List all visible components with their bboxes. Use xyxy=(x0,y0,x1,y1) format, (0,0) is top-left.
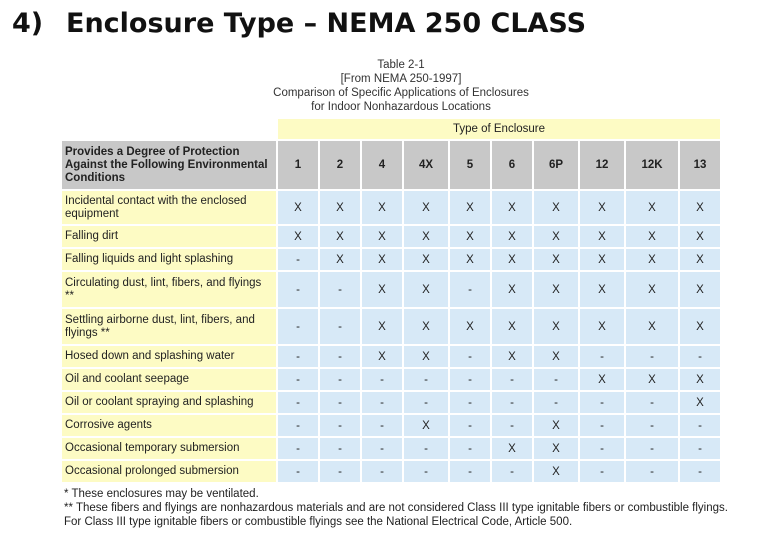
value-cell: X xyxy=(404,346,448,367)
footnote-fibers: ** These fibers and flyings are nonhazardous materials and are not considered Class III type ignitable fibers or combustible flyings. For Class III type ignitable fibers or combustible flyings see the National Electrical Code, Article 500. xyxy=(64,502,728,528)
value-cell: - xyxy=(492,369,532,390)
type-header: 4X xyxy=(404,141,448,189)
value-cell: - xyxy=(278,438,318,459)
value-cell: X xyxy=(626,309,678,344)
value-cell: X xyxy=(534,346,578,367)
value-cell: X xyxy=(534,226,578,247)
condition-cell: Hosed down and splashing water xyxy=(62,346,276,367)
value-cell: - xyxy=(534,392,578,413)
value-cell: X xyxy=(580,249,624,270)
value-cell: - xyxy=(492,415,532,436)
value-cell: - xyxy=(450,415,490,436)
value-cell: X xyxy=(362,191,402,224)
table-source: [From NEMA 250-1997] xyxy=(340,73,462,85)
value-cell: X xyxy=(450,226,490,247)
table-row xyxy=(62,249,720,270)
value-cell: X xyxy=(680,392,720,413)
value-cell: - xyxy=(362,461,402,482)
value-cell: X xyxy=(626,191,678,224)
table-row xyxy=(62,438,720,459)
condition-cell: Corrosive agents xyxy=(62,415,276,436)
condition-cell: Occasional prolonged submersion xyxy=(62,461,276,482)
value-cell: - xyxy=(580,438,624,459)
value-cell: X xyxy=(680,309,720,344)
value-cell: - xyxy=(580,415,624,436)
type-header: 6P xyxy=(534,141,578,189)
value-cell: - xyxy=(626,392,678,413)
value-cell: X xyxy=(492,272,532,307)
type-header: 13 xyxy=(680,141,720,189)
condition-cell: Falling liquids and light splashing xyxy=(62,249,276,270)
value-cell: X xyxy=(580,272,624,307)
value-cell: X xyxy=(404,272,448,307)
table-caption-line2: for Indoor Nonhazardous Locations xyxy=(311,101,491,113)
value-cell: X xyxy=(404,226,448,247)
value-cell: X xyxy=(680,272,720,307)
condition-cell: Oil or coolant spraying and splashing xyxy=(62,392,276,413)
value-cell: - xyxy=(320,272,360,307)
value-cell: - xyxy=(680,346,720,367)
value-cell: - xyxy=(320,415,360,436)
value-cell: X xyxy=(580,191,624,224)
value-cell: X xyxy=(492,309,532,344)
value-cell: X xyxy=(492,438,532,459)
value-cell: - xyxy=(680,461,720,482)
value-cell: - xyxy=(278,461,318,482)
value-cell: - xyxy=(580,346,624,367)
value-cell: X xyxy=(362,249,402,270)
value-cell: X xyxy=(450,249,490,270)
value-cell: X xyxy=(278,226,318,247)
value-cell: - xyxy=(626,438,678,459)
type-header: 2 xyxy=(320,141,360,189)
value-cell: X xyxy=(404,249,448,270)
table-row xyxy=(62,415,720,436)
table-row xyxy=(62,272,720,307)
value-cell: - xyxy=(362,438,402,459)
value-cell: - xyxy=(362,415,402,436)
value-cell: - xyxy=(450,346,490,367)
type-header: 6 xyxy=(492,141,532,189)
value-cell: - xyxy=(362,392,402,413)
value-cell: X xyxy=(362,309,402,344)
value-cell: X xyxy=(278,191,318,224)
value-cell: - xyxy=(626,415,678,436)
footnotes xyxy=(64,487,744,529)
condition-cell: Incidental contact with the enclosed equipment xyxy=(62,191,276,224)
value-cell: - xyxy=(450,369,490,390)
value-cell: X xyxy=(534,438,578,459)
value-cell: X xyxy=(580,226,624,247)
condition-cell: Settling airborne dust, lint, fibers, and flyings ** xyxy=(62,309,276,344)
value-cell: X xyxy=(320,226,360,247)
value-cell: X xyxy=(534,415,578,436)
value-cell: X xyxy=(680,249,720,270)
value-cell: X xyxy=(680,226,720,247)
value-cell: X xyxy=(450,309,490,344)
value-cell: X xyxy=(680,369,720,390)
value-cell: X xyxy=(626,272,678,307)
value-cell: X xyxy=(626,369,678,390)
condition-cell: Circulating dust, lint, fibers, and flyings ** xyxy=(62,272,276,307)
table-row xyxy=(62,369,720,390)
value-cell: - xyxy=(404,461,448,482)
value-cell: - xyxy=(680,415,720,436)
value-cell: - xyxy=(362,369,402,390)
value-cell: - xyxy=(278,415,318,436)
value-cell: - xyxy=(278,346,318,367)
value-cell: X xyxy=(580,309,624,344)
value-cell: - xyxy=(320,438,360,459)
table-number: Table 2-1 xyxy=(377,59,425,71)
value-cell: X xyxy=(534,461,578,482)
slide-title-text: Enclosure Type – NEMA 250 CLASS xyxy=(66,8,587,39)
value-cell: - xyxy=(320,346,360,367)
corner-blank xyxy=(62,119,276,139)
value-cell: - xyxy=(450,392,490,413)
condition-cell: Oil and coolant seepage xyxy=(62,369,276,390)
value-cell: - xyxy=(626,461,678,482)
value-cell: - xyxy=(580,392,624,413)
value-cell: X xyxy=(320,191,360,224)
value-cell: - xyxy=(320,392,360,413)
table-row xyxy=(62,191,720,224)
slide-title-number: 4) xyxy=(12,8,44,39)
type-header: 4 xyxy=(362,141,402,189)
type-header: 12K xyxy=(626,141,678,189)
value-cell: X xyxy=(404,191,448,224)
slide-title xyxy=(12,8,586,39)
value-cell: X xyxy=(362,346,402,367)
table-body xyxy=(62,191,720,482)
value-cell: X xyxy=(492,191,532,224)
type-header: 5 xyxy=(450,141,490,189)
value-cell: - xyxy=(404,438,448,459)
value-cell: - xyxy=(278,309,318,344)
value-cell: X xyxy=(534,309,578,344)
value-cell: - xyxy=(450,438,490,459)
value-cell: - xyxy=(680,438,720,459)
footnote-ventilated: * These enclosures may be ventilated. xyxy=(64,488,259,500)
value-cell: X xyxy=(680,191,720,224)
value-cell: X xyxy=(534,191,578,224)
value-cell: X xyxy=(362,272,402,307)
value-cell: - xyxy=(626,346,678,367)
table-caption-line1: Comparison of Specific Applications of Enclosures xyxy=(273,87,529,99)
value-cell: - xyxy=(278,249,318,270)
value-cell: - xyxy=(320,369,360,390)
value-cell: - xyxy=(492,461,532,482)
value-cell: - xyxy=(320,461,360,482)
condition-cell: Falling dirt xyxy=(62,226,276,247)
type-header: 1 xyxy=(278,141,318,189)
value-cell: X xyxy=(580,369,624,390)
value-cell: X xyxy=(492,346,532,367)
value-cell: X xyxy=(492,249,532,270)
value-cell: X xyxy=(626,226,678,247)
value-cell: - xyxy=(278,369,318,390)
value-cell: - xyxy=(492,392,532,413)
value-cell: X xyxy=(362,226,402,247)
value-cell: X xyxy=(534,272,578,307)
value-cell: X xyxy=(404,415,448,436)
value-cell: - xyxy=(404,392,448,413)
table-row xyxy=(62,226,720,247)
value-cell: X xyxy=(534,249,578,270)
value-cell: - xyxy=(534,369,578,390)
value-cell: - xyxy=(450,272,490,307)
condition-cell: Occasional temporary submersion xyxy=(62,438,276,459)
value-cell: - xyxy=(580,461,624,482)
type-header: 12 xyxy=(580,141,624,189)
value-cell: X xyxy=(450,191,490,224)
value-cell: X xyxy=(404,309,448,344)
condition-column-header: Provides a Degree of Protection Against the Following Environmental Conditions xyxy=(62,141,276,189)
value-cell: X xyxy=(492,226,532,247)
table-row xyxy=(62,346,720,367)
table-row xyxy=(62,461,720,482)
value-cell: X xyxy=(626,249,678,270)
type-of-enclosure-header: Type of Enclosure xyxy=(278,119,720,139)
table-row xyxy=(62,309,720,344)
table-row xyxy=(62,392,720,413)
value-cell: - xyxy=(450,461,490,482)
value-cell: X xyxy=(320,249,360,270)
value-cell: - xyxy=(320,309,360,344)
value-cell: - xyxy=(278,272,318,307)
value-cell: - xyxy=(278,392,318,413)
enclosure-comparison-table xyxy=(60,117,722,484)
value-cell: - xyxy=(404,369,448,390)
